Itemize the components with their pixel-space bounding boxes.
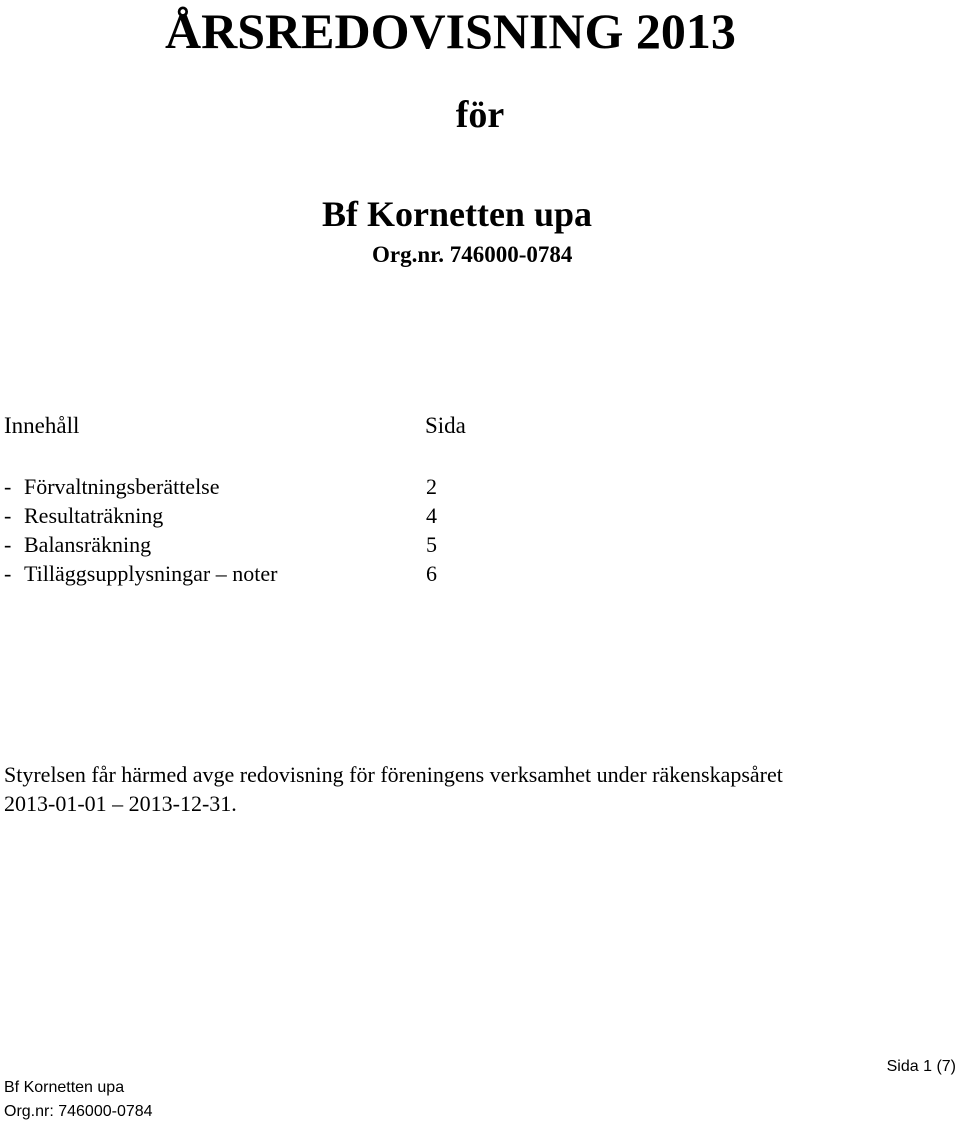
toc-item-name: Tilläggsupplysningar – noter [24,561,278,586]
toc-heading: Innehåll [4,413,80,438]
toc-item-page: 6 [426,561,437,586]
toc-item-dash: - [4,561,12,586]
toc-header [4,411,474,441]
toc-item-name: Balansräkning [24,532,152,557]
statement-line: Styrelsen får härmed avge redovisning för föreningens verksamhet under räkenskapsåret [4,762,783,787]
footer-page-indicator: Sida 1 (7) [886,1058,956,1075]
toc-item-dash: - [4,532,12,557]
organization-number: Org.nr. 746000-0784 [372,242,573,267]
toc-item-page: 2 [426,474,437,499]
toc-item [4,501,474,530]
company-name: Bf Kornetten upa [322,194,592,234]
board-statement [4,760,954,818]
toc-page-heading: Sida [425,413,466,438]
toc-item [4,559,474,588]
document-title: ÅRSREDOVISNING 2013 [165,3,736,59]
toc-item-page: 4 [426,503,437,528]
toc-item-dash: - [4,474,12,499]
footer-org-number: Org.nr: 746000-0784 [4,1103,153,1120]
toc-item-page: 5 [426,532,437,557]
toc-item-dash: - [4,503,12,528]
toc-item [4,530,474,559]
toc-item-name: Förvaltningsberättelse [24,474,220,499]
for-label: för [455,94,505,136]
footer [4,1076,153,1124]
toc-item [4,472,474,501]
table-of-contents [4,472,474,588]
statement-period: 2013-01-01 – 2013-12-31. [4,791,237,816]
toc-item-name: Resultaträkning [24,503,164,528]
footer-company: Bf Kornetten upa [4,1079,125,1096]
